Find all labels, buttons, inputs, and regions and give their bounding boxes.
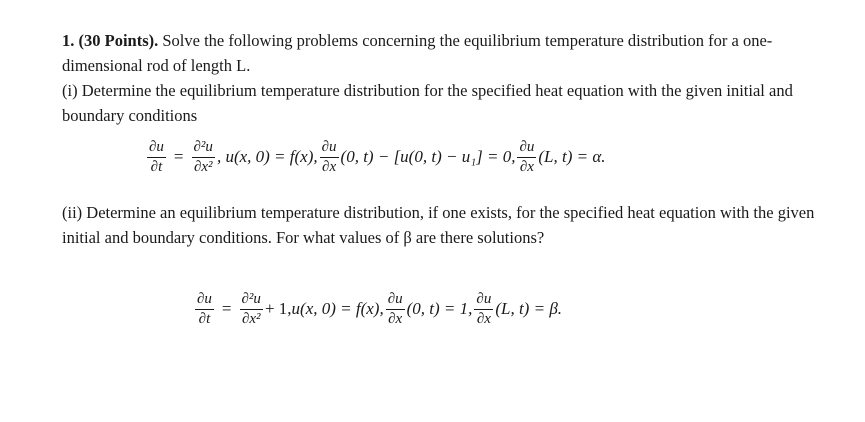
- equation-part-ii: [193, 286, 562, 332]
- numerator: ∂u: [195, 290, 214, 310]
- fraction-du-dx: [474, 290, 493, 329]
- fraction-d2u-dx2: [192, 138, 215, 177]
- boundary-condition-left: (0, t) = 1,: [406, 299, 473, 318]
- denominator: ∂x: [322, 158, 337, 175]
- numerator: ∂²u: [240, 290, 263, 310]
- fraction-du-dt: [147, 138, 166, 177]
- fraction-du-dt: [195, 290, 214, 329]
- initial-condition: , u(x, 0) = f(x),: [216, 147, 318, 166]
- fraction-du-dx: [517, 138, 536, 177]
- fraction-d2u-dx2: [240, 290, 263, 329]
- problem-statement: [62, 28, 822, 128]
- initial-condition: u(x, 0) = f(x),: [291, 299, 384, 318]
- source-term: + 1,: [264, 299, 292, 318]
- equals-sign: =: [173, 147, 184, 166]
- equation-part-i: [145, 134, 606, 180]
- boundary-condition-left: (0, t) − [u(0, t) − u₁] = 0,: [340, 147, 516, 166]
- numerator: ∂u: [474, 290, 493, 310]
- numerator: ∂u: [147, 138, 166, 158]
- problem-points: (30 Points).: [78, 31, 159, 50]
- fraction-du-dx: [320, 138, 339, 177]
- denominator: ∂x: [476, 310, 491, 327]
- problem-number: 1.: [62, 31, 75, 50]
- boundary-condition-right: (L, t) = β.: [495, 299, 563, 318]
- part-ii-text: (ii) Determine an equilibrium temperature distribution, if one exists, for the specified heat equation with the given initial and boundary conditions. For what values of β are there solutions?: [62, 203, 815, 247]
- denominator: ∂x²: [193, 158, 213, 175]
- denominator: ∂t: [150, 158, 163, 175]
- numerator: ∂u: [517, 138, 536, 158]
- numerator: ∂u: [386, 290, 405, 310]
- problem-intro: Solve the following problems concerning the equilibrium temperature distribution for a one-dimensional rod of length L.: [62, 31, 773, 75]
- denominator: ∂x: [519, 158, 534, 175]
- numerator: ∂²u: [192, 138, 215, 158]
- denominator: ∂t: [198, 310, 211, 327]
- equals-sign: =: [221, 299, 232, 318]
- denominator: ∂x: [388, 310, 403, 327]
- boundary-condition-right: (L, t) = α.: [538, 147, 606, 166]
- part-i-text: (i) Determine the equilibrium temperature distribution for the specified heat equation with the given initial and boundary conditions: [62, 81, 793, 125]
- fraction-du-dx: [386, 290, 405, 329]
- denominator: ∂x²: [241, 310, 261, 327]
- numerator: ∂u: [320, 138, 339, 158]
